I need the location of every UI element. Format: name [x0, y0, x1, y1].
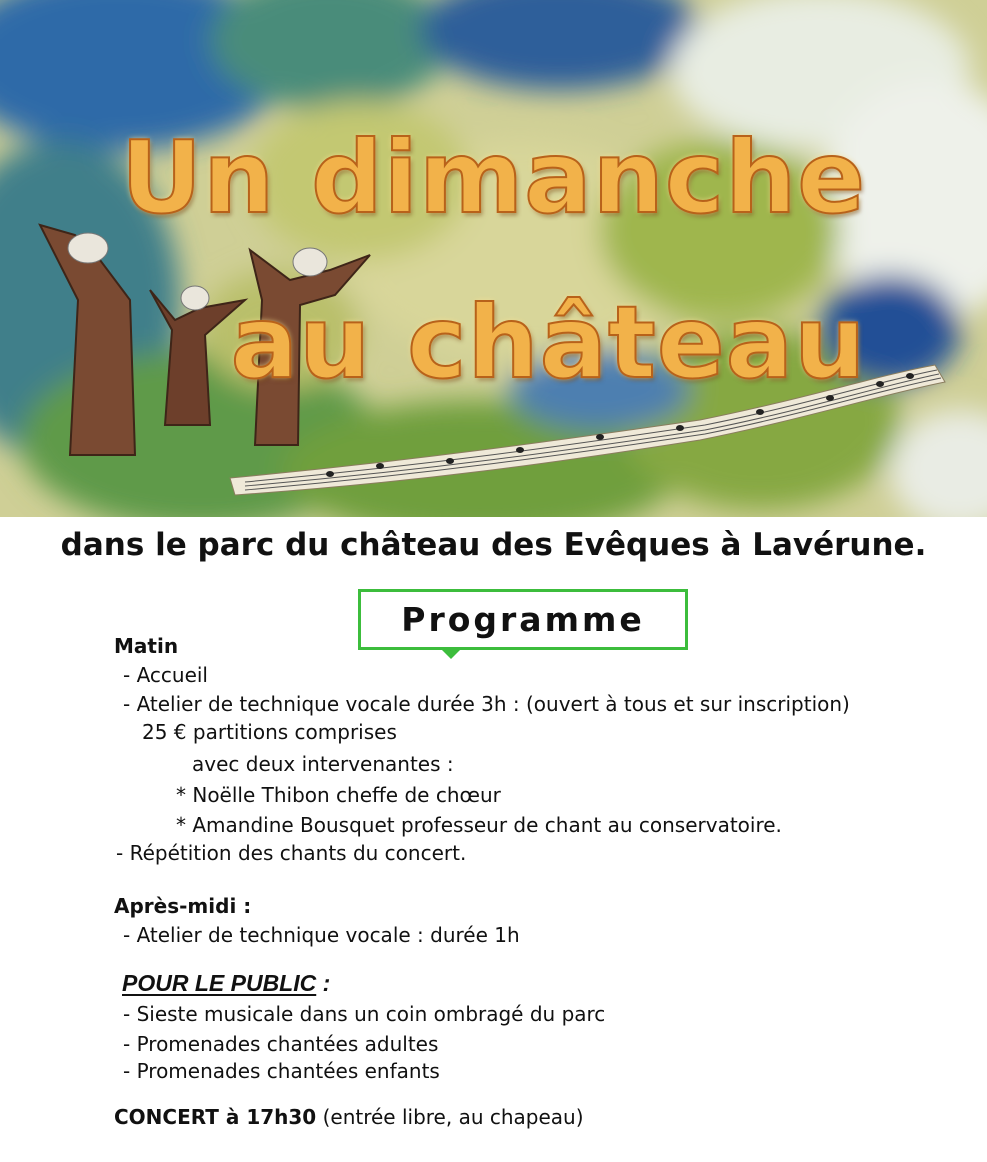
public-item: - Sieste musicale dans un coin ombragé du parc — [123, 1002, 606, 1026]
location-subtitle: dans le parc du château des Evêques à Lavérune. — [60, 527, 927, 563]
public-heading-label: POUR LE PUBLIC — [122, 970, 317, 996]
banner-title — [0, 95, 987, 425]
matin-item: avec deux intervenantes : — [192, 752, 454, 776]
public-item: - Promenades chantées adultes — [123, 1032, 439, 1056]
banner-title-line2: au château — [230, 284, 867, 401]
public-heading — [122, 970, 330, 997]
public-item: - Promenades chantées enfants — [123, 1059, 440, 1083]
banner-image — [0, 0, 987, 517]
programme-box-notch — [441, 649, 461, 659]
matin-item: - Accueil — [123, 663, 208, 687]
matin-item: 25 € partitions comprises — [142, 720, 397, 744]
concert-label: CONCERT à 17h30 — [114, 1105, 317, 1129]
concert-line — [114, 1104, 584, 1130]
banner-title-line1: Un dimanche — [120, 119, 867, 236]
matin-item: * Amandine Bousquet professeur de chant au conservatoire. — [176, 813, 782, 837]
public-heading-colon: : — [316, 970, 331, 996]
programme-box — [358, 589, 688, 650]
concert-detail: (entrée libre, au chapeau) — [316, 1105, 584, 1129]
matin-item: - Atelier de technique vocale durée 3h : (ouvert à tous et sur inscription) — [123, 692, 850, 716]
programme-label: Programme — [401, 600, 645, 639]
matin-heading: Matin — [114, 634, 179, 658]
apres-midi-heading: Après-midi : — [114, 894, 252, 918]
apres-midi-item: - Atelier de technique vocale : durée 1h — [123, 923, 520, 947]
matin-item: - Répétition des chants du concert. — [116, 841, 467, 865]
matin-item: * Noëlle Thibon cheffe de chœur — [176, 783, 501, 807]
